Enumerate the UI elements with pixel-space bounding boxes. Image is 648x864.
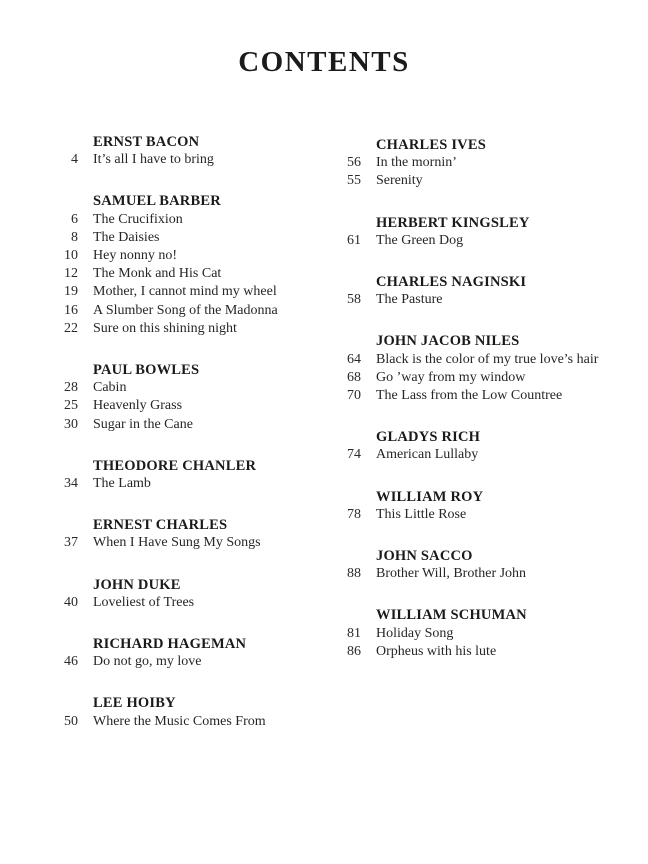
toc-entry (44, 229, 322, 247)
toc-column-left (44, 133, 322, 754)
toc-entry (327, 232, 632, 250)
toc-entry (44, 475, 322, 493)
composer-section (327, 606, 632, 661)
song-title: Orpheus with his lute (376, 643, 497, 659)
page-number: 86 (347, 643, 361, 659)
page-number: 8 (71, 229, 78, 245)
song-title: The Lass from the Low Countree (376, 388, 563, 404)
page-number: 81 (347, 625, 361, 641)
song-title: Sugar in the Cane (93, 416, 193, 432)
song-title: Do not go, my love (93, 654, 202, 670)
page-number: 16 (64, 302, 78, 318)
composer-section (44, 635, 322, 671)
composer-name: ERNEST CHARLES (93, 517, 228, 534)
page-number: 68 (347, 369, 361, 385)
page-title: CONTENTS (238, 46, 410, 78)
composer-name: SAMUEL BARBER (93, 193, 221, 210)
toc-entry (327, 369, 632, 387)
toc-entry (44, 379, 322, 397)
composer-name: THEODORE CHANLER (93, 457, 257, 474)
song-title: A Slumber Song of the Madonna (93, 302, 278, 318)
toc-entry (44, 247, 322, 265)
composer-name: WILLIAM ROY (376, 488, 484, 505)
toc-entry (44, 713, 322, 731)
page-number: 70 (347, 388, 361, 404)
song-title: The Crucifixion (93, 211, 183, 227)
composer-section (327, 214, 632, 250)
composer-section (44, 694, 322, 730)
toc-column-right (327, 136, 632, 684)
song-title: Black is the color of my true love’s hair (376, 351, 599, 367)
song-title: Where the Music Comes From (93, 713, 266, 729)
composer-section (327, 428, 632, 464)
toc-entry (44, 397, 322, 415)
composer-name: CHARLES NAGINSKI (376, 274, 527, 291)
toc-entry (327, 291, 632, 309)
page-number: 64 (347, 351, 361, 367)
composer-name: HERBERT KINGSLEY (376, 214, 530, 231)
song-title: The Daisies (93, 229, 160, 245)
song-title: When I Have Sung My Songs (93, 535, 261, 551)
toc-entry (44, 653, 322, 671)
song-title: Mother, I cannot mind my wheel (93, 284, 277, 300)
song-title: The Monk and His Cat (93, 266, 222, 282)
toc-entry (327, 351, 632, 369)
composer-name: ERNST BACON (93, 134, 200, 150)
song-title: Loveliest of Trees (93, 594, 195, 610)
page-number: 37 (64, 535, 78, 551)
toc-entry (327, 565, 632, 583)
composer-section (44, 457, 322, 493)
composer-name: PAUL BOWLES (93, 362, 200, 379)
song-title: Heavenly Grass (93, 398, 183, 414)
song-title: Go ’way from my window (376, 369, 526, 385)
page-number: 61 (347, 232, 361, 248)
page-number: 19 (64, 284, 78, 300)
toc-entry (44, 416, 322, 434)
composer-name: WILLIAM SCHUMAN (376, 607, 527, 624)
composer-section (44, 516, 322, 552)
page-number: 6 (71, 211, 78, 227)
page-number: 34 (64, 476, 78, 492)
page-number: 88 (347, 566, 361, 582)
page-number: 25 (64, 398, 78, 414)
composer-section (327, 273, 632, 309)
composer-name: LEE HOIBY (93, 695, 176, 712)
composer-name: RICHARD HAGEMAN (93, 636, 247, 653)
page-number: 46 (64, 654, 78, 670)
composer-name: JOHN DUKE (93, 576, 181, 593)
page-number: 78 (347, 506, 361, 522)
page-number: 22 (64, 320, 78, 336)
composer-name: JOHN JACOB NILES (376, 333, 520, 350)
toc-entry (327, 625, 632, 643)
page-number: 56 (347, 155, 361, 171)
toc-entry (44, 265, 322, 283)
song-title: The Pasture (376, 292, 443, 308)
toc-entry (327, 172, 632, 190)
composer-name: JOHN SACCO (376, 548, 473, 565)
song-title: Serenity (376, 173, 423, 189)
song-title: Brother Will, Brother John (376, 566, 527, 582)
page-number: 55 (347, 173, 361, 189)
song-title: The Lamb (93, 476, 151, 492)
toc-entry (44, 211, 322, 229)
page-number: 58 (347, 292, 361, 308)
composer-section (44, 192, 322, 338)
toc-entry (44, 534, 322, 552)
page-number: 30 (64, 416, 78, 432)
song-title: This Little Rose (376, 506, 467, 522)
page-number: 74 (347, 447, 361, 463)
toc-entry (44, 283, 322, 301)
song-title: In the mornin’ (376, 155, 457, 171)
composer-section (44, 361, 322, 434)
composer-section (327, 488, 632, 524)
toc-entry (327, 446, 632, 464)
toc-entry (327, 154, 632, 172)
song-title: Hey nonny no! (93, 248, 177, 264)
toc-entry (44, 594, 322, 612)
composer-section (327, 547, 632, 583)
composer-section (327, 136, 632, 191)
toc-entry (327, 643, 632, 661)
toc-entry (44, 320, 322, 338)
toc-entry (327, 506, 632, 524)
toc-entry (44, 302, 322, 320)
composer-section (327, 332, 632, 405)
song-title: Holiday Song (376, 625, 454, 641)
toc-entry (327, 387, 632, 405)
page-number: 50 (64, 713, 78, 729)
composer-section (44, 133, 322, 169)
song-title: American Lullaby (376, 447, 479, 463)
page-number: 40 (64, 594, 78, 610)
song-title: The Green Dog (376, 232, 464, 248)
song-title: Sure on this shining night (93, 320, 237, 336)
toc-entry (44, 151, 322, 169)
page-number: 28 (64, 380, 78, 396)
song-title: It’s all I have to bring (93, 152, 214, 168)
composer-name: CHARLES IVES (376, 137, 486, 153)
composer-name: GLADYS RICH (376, 429, 481, 446)
page-number: 12 (64, 266, 78, 282)
song-title: Cabin (93, 380, 127, 396)
page-number: 4 (71, 152, 78, 168)
page-number: 10 (64, 248, 78, 264)
composer-section (44, 576, 322, 612)
